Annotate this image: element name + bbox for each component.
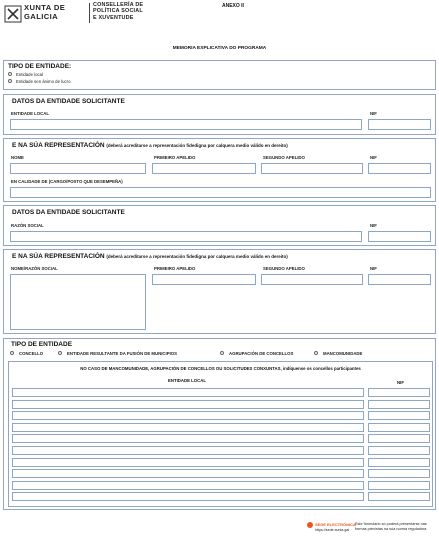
- radio-fusion-municipios[interactable]: [58, 351, 62, 355]
- representation-title-1: E NA SÚA REPRESENTACIÓN (deberá acreditarse a representación fidedigna por calquera medio válido en dereito): [12, 142, 288, 149]
- name-field-2[interactable]: [10, 274, 146, 330]
- option-concello: CONCELLO: [19, 351, 44, 356]
- capacity-field[interactable]: [10, 187, 431, 198]
- annex-label: ANEXO II: [222, 3, 244, 9]
- option-entidade-local: Entidade local: [16, 72, 43, 77]
- xunta-logo: [4, 3, 86, 25]
- participant-nif-field[interactable]: [368, 469, 430, 478]
- sede-electronica-logo-icon: [307, 522, 313, 528]
- representation-title-2: E NA SÚA REPRESENTACIÓN (deberá acreditarse a representación fidedigna por calquera medio válido en dereito): [12, 253, 288, 260]
- nif-label-2: NIF: [370, 223, 377, 228]
- applicant-section-2: [3, 205, 436, 246]
- surname1-field-2[interactable]: [152, 274, 256, 285]
- option-agrupacion-concellos: AGRUPACIÓN DE CONCELLOS: [229, 351, 294, 356]
- entity-type-title-2: TIPO DE ENTIDADE: [11, 341, 73, 348]
- nif-label-1: NIF: [370, 111, 377, 116]
- business-name-field[interactable]: [10, 231, 362, 242]
- participant-nif-field[interactable]: [368, 458, 430, 467]
- representation-section-2: [3, 249, 436, 334]
- representation-section-1: [3, 138, 436, 202]
- participant-nif-field[interactable]: [368, 388, 430, 397]
- representation-note-1: (deberá acreditarse a representación fidedigna por calquera medio válido en dereito): [106, 143, 288, 148]
- participant-entity-field[interactable]: [12, 434, 364, 443]
- xunta-brand-text: XUNTA DE GALICIA: [24, 3, 66, 21]
- footer-note: Este formulario só poderá presentarse nas formas previstas na súa norma reguladora: [355, 522, 427, 531]
- participant-entity-field[interactable]: [12, 446, 364, 455]
- surname1-label-1: PRIMEIRO APELIDO: [154, 155, 196, 160]
- col-nif-header: NIF: [397, 380, 404, 385]
- nif-field-2[interactable]: [368, 231, 431, 242]
- option-fusion-municipios: ENTIDADE RESULTANTE DA FUSIÓN DE MUNICIPIOS: [67, 351, 177, 356]
- participant-nif-field[interactable]: [368, 434, 430, 443]
- nif-field-rep-1[interactable]: [368, 163, 431, 174]
- local-entity-label: ENTIDADE LOCAL: [11, 111, 49, 116]
- local-entity-field[interactable]: [10, 119, 362, 130]
- nif-label-rep-2: NIF: [370, 266, 377, 271]
- nif-label-rep-1: NIF: [370, 155, 377, 160]
- representation-note-2: (deberá acreditarse a representación fidedigna por calquera medio válido en dereito): [106, 254, 288, 259]
- applicant-title-2: DATOS DA ENTIDADE SOLICITANTE: [12, 209, 125, 216]
- radio-entidade-local[interactable]: [8, 72, 12, 76]
- nif-field-rep-2[interactable]: [368, 274, 431, 285]
- option-mancomunidade: MANCOMUNIDADE: [323, 351, 363, 356]
- radio-concello[interactable]: [10, 351, 14, 355]
- entity-type-section-2: [3, 338, 436, 510]
- participant-entity-field[interactable]: [12, 458, 364, 467]
- participant-entity-field[interactable]: [12, 469, 364, 478]
- surname2-label-2: SEGUNDO APELIDO: [263, 266, 305, 271]
- department-name: CONSELLERÍA DE POLÍTICA SOCIAL E XUVENTUDE: [93, 2, 144, 21]
- participant-nif-field[interactable]: [368, 492, 430, 501]
- surname1-field-1[interactable]: [152, 163, 256, 174]
- participant-nif-field[interactable]: [368, 400, 430, 409]
- applicant-section-1: [3, 94, 436, 135]
- document-title: MEMORIA EXPLICATIVA DO PROGRAMA: [172, 46, 267, 51]
- option-sen-animo-lucro: Entidade sen ánimo de lucro: [16, 79, 71, 84]
- participant-entity-field[interactable]: [12, 423, 364, 432]
- col-entity-header: ENTIDADE LOCAL: [168, 378, 206, 383]
- footer-url[interactable]: https://sede.xunta.gal: [315, 528, 350, 532]
- radio-sen-animo-lucro[interactable]: [8, 79, 12, 83]
- business-name-label: RAZÓN SOCIAL: [11, 223, 44, 228]
- participant-entity-field[interactable]: [12, 411, 364, 420]
- surname2-field-1[interactable]: [261, 163, 363, 174]
- surname1-label-2: PRIMEIRO APELIDO: [154, 266, 196, 271]
- radio-agrupacion-concellos[interactable]: [220, 351, 224, 355]
- surname2-field-2[interactable]: [261, 274, 363, 285]
- participant-nif-field[interactable]: [368, 423, 430, 432]
- surname2-label-1: SEGUNDO APELIDO: [263, 155, 305, 160]
- name-field-1[interactable]: [10, 163, 146, 174]
- participant-entity-field[interactable]: [12, 492, 364, 501]
- participant-nif-field[interactable]: [368, 481, 430, 490]
- name-label-1: NOME: [11, 155, 24, 160]
- capacity-label: EN CALIDADE DE (CARGO/POSTO QUE DESEMPEÑA): [11, 179, 123, 184]
- header-divider: [89, 3, 90, 23]
- entity-type-title: TIPO DE ENTIDADE:: [8, 63, 72, 70]
- participant-entity-field[interactable]: [12, 481, 364, 490]
- participants-table: [8, 361, 433, 507]
- participant-nif-field[interactable]: [368, 446, 430, 455]
- name-label-2: NOME/RAZÓN SOCIAL: [11, 266, 58, 271]
- applicant-title-1: DATOS DA ENTIDADE SOLICITANTE: [12, 98, 125, 105]
- nif-field-1[interactable]: [368, 119, 431, 130]
- radio-mancomunidade[interactable]: [314, 351, 318, 355]
- xunta-emblem-icon: [4, 5, 22, 23]
- footer-brand: SEDE ELECTRÓNICA: [315, 522, 356, 527]
- entity-type-section-1: [3, 60, 436, 90]
- participant-nif-field[interactable]: [368, 411, 430, 420]
- participants-table-note: NO CASO DE MANCOMUNIDADE, AGRUPACIÓN DE CONCELLOS OU SOLICITUDES CONXUNTAS, indíquense os concellos participantes: [80, 366, 361, 371]
- participant-entity-field[interactable]: [12, 388, 364, 397]
- participant-entity-field[interactable]: [12, 400, 364, 409]
